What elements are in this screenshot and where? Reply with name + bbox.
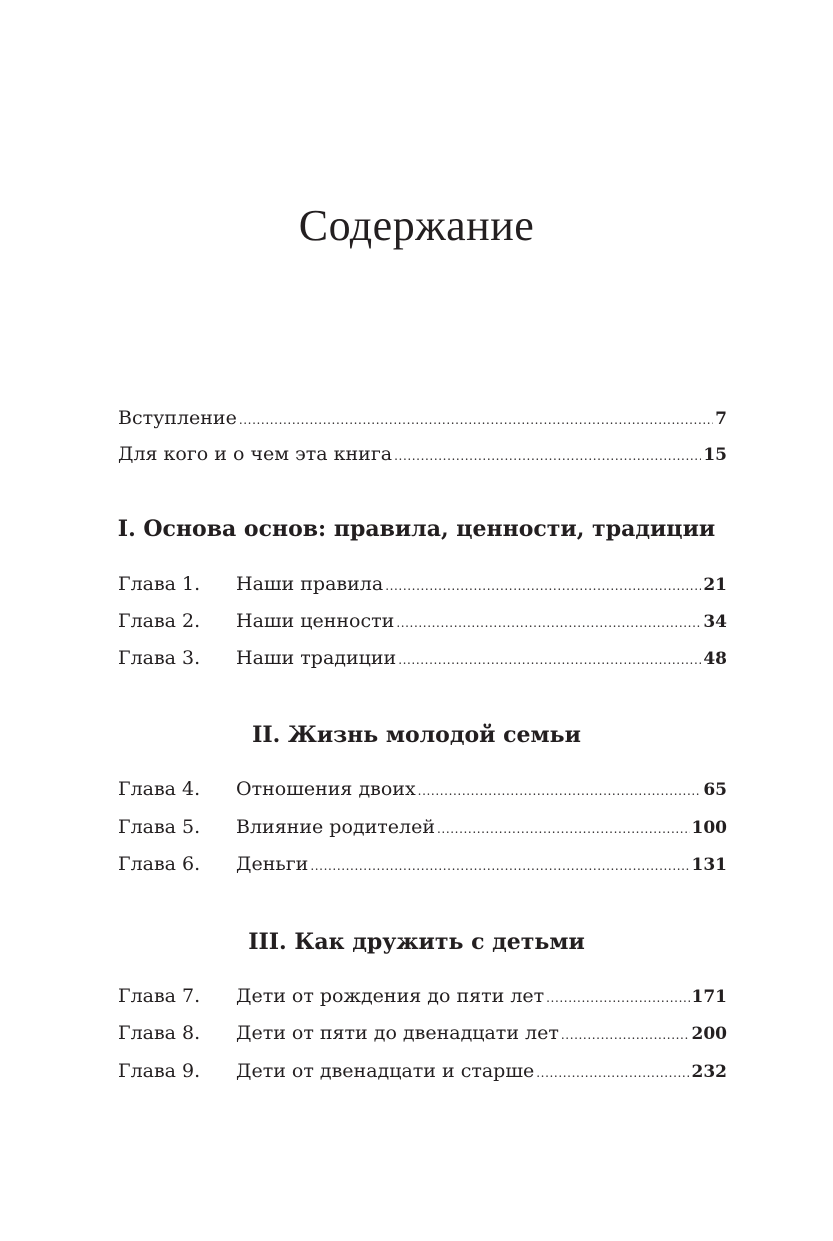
entry-title: Отношения двоих — [236, 778, 416, 800]
chapter-label: Глава 1. — [118, 573, 201, 595]
dot-leader — [398, 647, 701, 673]
chapter-label: Глава 8. — [118, 1022, 201, 1044]
part-title: III. Как дружить с детьми — [248, 929, 585, 955]
dot-leader — [394, 443, 701, 469]
chapter-label: Глава 7. — [118, 985, 201, 1007]
toc-entry-chapter-2[interactable] — [118, 608, 727, 634]
entry-page-number: 21 — [703, 575, 727, 595]
chapter-label: Глава 5. — [118, 816, 201, 838]
entry-title: Влияние родителей — [236, 816, 435, 838]
toc-entry-chapter-8[interactable] — [118, 1020, 727, 1046]
chapter-label: Глава 3. — [118, 647, 201, 669]
page-title: Содержание — [298, 201, 535, 250]
toc-entry-chapter-9[interactable] — [118, 1058, 727, 1084]
dot-leader — [239, 407, 713, 433]
entry-title: Деньги — [236, 853, 309, 875]
entry-page-number: 171 — [691, 987, 727, 1007]
toc-entry-chapter-4[interactable] — [118, 776, 727, 802]
entry-title: Наши традиции — [236, 647, 397, 669]
part-title: II. Жизнь молодой семьи — [252, 722, 581, 748]
dot-leader — [310, 853, 689, 879]
toc-entry-about-book[interactable] — [118, 441, 727, 467]
entry-title: Наши правила — [236, 573, 384, 595]
chapter-label: Глава 6. — [118, 853, 201, 875]
entry-page-number: 232 — [691, 1062, 727, 1082]
entry-page-number: 100 — [691, 818, 727, 838]
dot-leader — [418, 778, 702, 804]
entry-title: Для кого и о чем эта книга — [118, 443, 393, 465]
dot-leader — [437, 816, 690, 842]
entry-title: Дети от двенадцати и старше — [236, 1060, 535, 1082]
entry-page-number: 65 — [703, 780, 727, 800]
entry-page-number: 34 — [703, 612, 727, 632]
dot-leader — [536, 1060, 689, 1086]
entry-title: Наши ценности — [236, 610, 395, 632]
toc-entry-chapter-5[interactable] — [118, 814, 727, 840]
dot-leader — [385, 573, 701, 599]
entry-title: Вступление — [118, 407, 237, 429]
toc-entry-chapter-3[interactable] — [118, 645, 727, 671]
dot-leader — [546, 985, 689, 1011]
entry-page-number: 131 — [691, 855, 727, 875]
entry-page-number: 7 — [715, 409, 727, 429]
entry-title: Дети от рождения до пяти лет — [236, 985, 545, 1007]
chapter-label: Глава 4. — [118, 778, 201, 800]
toc-entry-chapter-1[interactable] — [118, 571, 727, 597]
toc-entry-introduction[interactable] — [118, 405, 727, 431]
toc-entry-chapter-6[interactable] — [118, 851, 727, 877]
entry-title: Дети от пяти до двенадцати лет — [236, 1022, 559, 1044]
chapter-label: Глава 9. — [118, 1060, 201, 1082]
entry-page-number: 200 — [691, 1024, 727, 1044]
part-title: I. Основа основ: правила, ценности, традиции — [117, 516, 716, 542]
toc-entry-chapter-7[interactable] — [118, 983, 727, 1009]
dot-leader — [396, 610, 701, 636]
chapter-label: Глава 2. — [118, 610, 201, 632]
entry-page-number: 15 — [703, 445, 727, 465]
dot-leader — [561, 1022, 690, 1048]
entry-page-number: 48 — [703, 649, 727, 669]
